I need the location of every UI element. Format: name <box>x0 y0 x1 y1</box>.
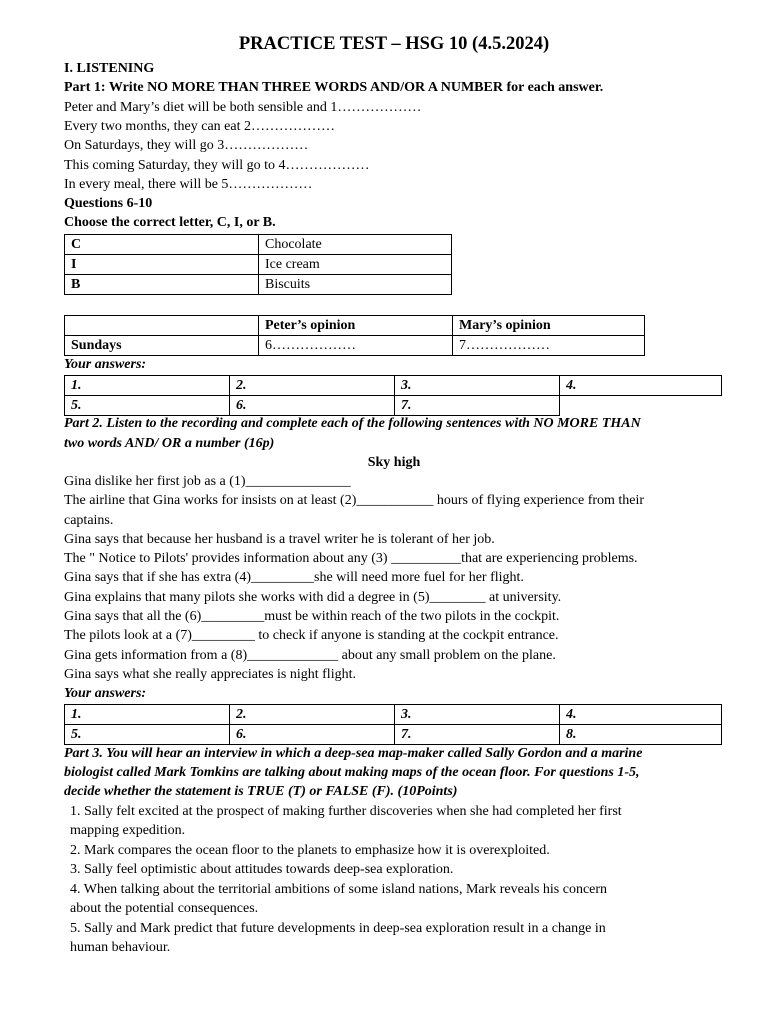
part2-sentence-5: Gina says that if she has extra (4)_________she will need more fuel for her flight. <box>64 570 524 585</box>
part1-question-3: On Saturdays, they will go 3……………… <box>64 138 309 153</box>
part1-heading: Part 1: Write NO MORE THAN THREE WORDS AND/OR A NUMBER for each answer. <box>64 80 604 95</box>
answer-cell-empty <box>560 396 722 416</box>
section-heading-listening: I. LISTENING <box>64 61 155 76</box>
answer-cell[interactable]: 2. <box>230 705 395 725</box>
opinion-peter-answer: 6……………… <box>259 336 453 356</box>
opinion-mary-answer: 7……………… <box>453 336 645 356</box>
part3-statement-5-cont: human behaviour. <box>70 940 171 955</box>
part1-question-2: Every two months, they can eat 2……………… <box>64 119 336 134</box>
part3-heading-line3: decide whether the statement is TRUE (T) or FALSE (F). (10Points) <box>64 784 458 799</box>
opinion-header-empty <box>65 316 259 336</box>
answer-cell[interactable]: 4. <box>560 705 722 725</box>
part2-sentence-3: Gina says that because her husband is a travel writer he is tolerant of her job. <box>64 532 495 547</box>
opinion-table <box>64 315 645 356</box>
page-title: PRACTICE TEST – HSG 10 (4.5.2024) <box>238 34 550 54</box>
options-table <box>64 234 452 295</box>
part3-statement-4-cont: about the potential consequences. <box>70 901 259 916</box>
part3-statement-2: 2. Mark compares the ocean floor to the planets to emphasize how it is overexploited. <box>70 843 550 858</box>
answer-cell[interactable]: 8. <box>560 725 722 745</box>
option-text: Biscuits <box>259 275 452 295</box>
part2-sentence-2: The airline that Gina works for insists on at least (2)___________ hours of flying experience from their <box>64 493 645 508</box>
opinion-header-peter: Peter’s opinion <box>259 316 453 336</box>
part3-statement-3: 3. Sally feel optimistic about attitudes towards deep-sea exploration. <box>70 862 454 877</box>
questions-6-10-label: Questions 6-10 <box>64 196 153 211</box>
part3-heading-line2: biologist called Mark Tomkins are talking about making maps of the ocean floor. For questions 1-5, <box>64 765 640 780</box>
answer-cell[interactable]: 5. <box>65 396 230 416</box>
part2-sentence-2-cont: captains. <box>64 513 114 528</box>
table-row <box>65 316 645 336</box>
part2-answers-table <box>64 704 722 745</box>
part2-heading-line1: Part 2. Listen to the recording and complete each of the following sentences with NO MORE THAN <box>64 416 641 431</box>
part2-subtitle: Sky high <box>367 455 421 470</box>
table-row <box>65 235 452 255</box>
part3-statement-1: 1. Sally felt excited at the prospect of making further discoveries when she had completed her first <box>70 804 622 819</box>
table-row <box>65 376 722 396</box>
table-row <box>65 705 722 725</box>
answer-cell[interactable]: 6. <box>230 725 395 745</box>
part2-answers-label: Your answers: <box>64 686 147 701</box>
table-row <box>65 725 722 745</box>
part3-statement-5: 5. Sally and Mark predict that future developments in deep-sea exploration result in a change in <box>70 921 606 936</box>
option-text: Chocolate <box>259 235 452 255</box>
answer-cell[interactable]: 1. <box>65 705 230 725</box>
answer-cell[interactable]: 6. <box>230 396 395 416</box>
part2-sentence-9: Gina gets information from a (8)_____________ about any small problem on the plane. <box>64 648 556 663</box>
answer-cell[interactable]: 4. <box>560 376 722 396</box>
part3-statement-4: 4. When talking about the territorial ambitions of some island nations, Mark reveals his concern <box>70 882 608 897</box>
part3-heading-line1: Part 3. You will hear an interview in which a deep-sea map-maker called Sally Gordon and a marine <box>64 746 643 761</box>
part2-sentence-6: Gina explains that many pilots she works with did a degree in (5)________ at university. <box>64 590 562 605</box>
part1-question-1: Peter and Mary’s diet will be both sensible and 1……………… <box>64 100 422 115</box>
part1-question-5: In every meal, there will be 5……………… <box>64 177 313 192</box>
table-row <box>65 275 452 295</box>
opinion-row-label: Sundays <box>65 336 259 356</box>
answer-cell[interactable]: 1. <box>65 376 230 396</box>
answer-cell[interactable]: 3. <box>395 376 560 396</box>
table-row <box>65 255 452 275</box>
table-row <box>65 336 645 356</box>
opinion-header-mary: Mary’s opinion <box>453 316 645 336</box>
option-letter: C <box>65 235 259 255</box>
part2-sentence-8: The pilots look at a (7)_________ to check if anyone is standing at the cockpit entrance. <box>64 628 559 643</box>
answer-cell[interactable]: 2. <box>230 376 395 396</box>
part3-statement-1-cont: mapping expedition. <box>70 823 186 838</box>
option-letter: B <box>65 275 259 295</box>
part1-question-4: This coming Saturday, they will go to 4……………… <box>64 158 370 173</box>
part1-answers-table <box>64 375 722 416</box>
part2-sentence-1: Gina dislike her first job as a (1)_______________ <box>64 474 351 489</box>
answer-cell[interactable]: 7. <box>395 396 560 416</box>
answer-cell[interactable]: 5. <box>65 725 230 745</box>
part2-heading-line2: two words AND/ OR a number (16p) <box>64 436 275 451</box>
answer-cell[interactable]: 3. <box>395 705 560 725</box>
part2-sentence-7: Gina says that all the (6)_________must be within reach of the two pilots in the cockpit. <box>64 609 560 624</box>
part2-sentence-4: The " Notice to Pilots' provides information about any (3) __________that are experiencing problems. <box>64 551 638 566</box>
choose-letter-instruction: Choose the correct letter, C, I, or B. <box>64 215 276 230</box>
option-text: Ice cream <box>259 255 452 275</box>
option-letter: I <box>65 255 259 275</box>
part2-sentence-10: Gina says what she really appreciates is night flight. <box>64 667 356 682</box>
table-row <box>65 396 722 416</box>
answer-cell[interactable]: 7. <box>395 725 560 745</box>
part1-answers-label: Your answers: <box>64 357 147 372</box>
